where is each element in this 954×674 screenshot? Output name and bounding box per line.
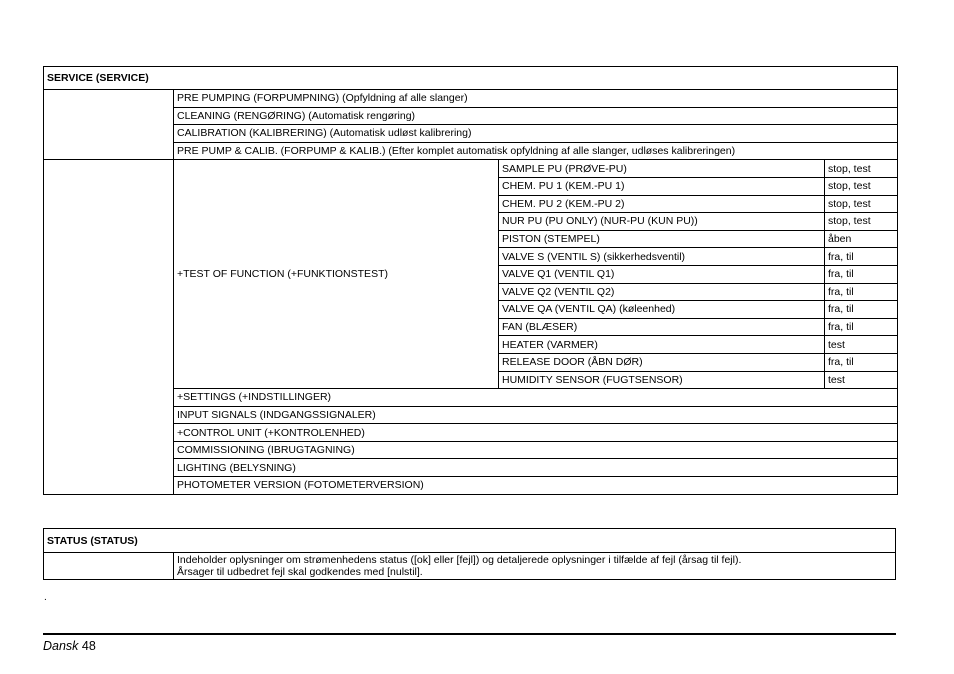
test-name: VALVE S (VENTIL S) (sikkerhedsventil)	[499, 248, 825, 266]
page-number: 48	[81, 639, 96, 653]
test-action: fra, til	[825, 353, 898, 371]
test-action: fra, til	[825, 283, 898, 301]
test-name: HUMIDITY SENSOR (FUGTSENSOR)	[499, 371, 825, 389]
test-of-function-label: +TEST OF FUNCTION (+FUNKTIONSTEST)	[174, 160, 499, 389]
test-name: SAMPLE PU (PRØVE-PU)	[499, 160, 825, 178]
page-footer	[43, 639, 96, 653]
service-item: +SETTINGS (+INDSTILLINGER)	[174, 389, 898, 407]
status-line-1: Indeholder oplysninger om strømenhedens status ([ok] eller [fejl]) og detaljerede oplysninger i tilfælde af fejl (årsag til fejl).	[177, 554, 742, 566]
test-name: FAN (BLÆSER)	[499, 318, 825, 336]
status-description	[174, 553, 896, 580]
test-action: test	[825, 371, 898, 389]
test-name: CHEM. PU 2 (KEM.-PU 2)	[499, 195, 825, 213]
service-item: PRE PUMP & CALIB. (FORPUMP & KALIB.) (Efter komplet automatisk opfyldning af alle slanger, udløses kalibreringen)	[174, 142, 898, 160]
empty-cell	[44, 160, 174, 494]
test-name: CHEM. PU 1 (KEM.-PU 1)	[499, 177, 825, 195]
table-row	[44, 90, 898, 108]
test-action: stop, test	[825, 160, 898, 178]
status-title: STATUS (STATUS)	[44, 529, 896, 553]
service-item: PHOTOMETER VERSION (FOTOMETERVERSION)	[174, 477, 898, 495]
table-row	[44, 553, 896, 580]
test-action: fra, til	[825, 265, 898, 283]
service-header-row	[44, 67, 898, 90]
test-action: stop, test	[825, 195, 898, 213]
test-action: test	[825, 336, 898, 354]
service-item: COMMISSIONING (IBRUGTAGNING)	[174, 441, 898, 459]
test-action: åben	[825, 230, 898, 248]
test-name: VALVE Q2 (VENTIL Q2)	[499, 283, 825, 301]
test-action: stop, test	[825, 177, 898, 195]
test-action: fra, til	[825, 301, 898, 319]
empty-cell	[44, 90, 174, 160]
service-item: PRE PUMPING (FORPUMPNING) (Opfyldning af alle slanger)	[174, 90, 898, 108]
service-item: CLEANING (RENGØRING) (Automatisk rengøring)	[174, 107, 898, 125]
service-item: +CONTROL UNIT (+KONTROLENHED)	[174, 424, 898, 442]
test-action: fra, til	[825, 318, 898, 336]
test-name: NUR PU (PU ONLY) (NUR-PU (KUN PU))	[499, 213, 825, 231]
service-item: INPUT SIGNALS (INDGANGSSIGNALER)	[174, 406, 898, 424]
footer-divider	[43, 633, 896, 635]
service-item: CALIBRATION (KALIBRERING) (Automatisk udløst kalibrering)	[174, 125, 898, 143]
status-header-row	[44, 529, 896, 553]
test-name: HEATER (VARMER)	[499, 336, 825, 354]
test-action: stop, test	[825, 213, 898, 231]
test-name: VALVE QA (VENTIL QA) (køleenhed)	[499, 301, 825, 319]
table-row	[44, 160, 898, 178]
test-action: fra, til	[825, 248, 898, 266]
empty-cell	[44, 553, 174, 580]
test-name: PISTON (STEMPEL)	[499, 230, 825, 248]
status-table	[43, 528, 896, 580]
service-item: LIGHTING (BELYSNING)	[174, 459, 898, 477]
service-title: SERVICE (SERVICE)	[44, 67, 898, 90]
footer-language: Dansk	[43, 639, 79, 653]
test-name: RELEASE DOOR (ÅBN DØR)	[499, 353, 825, 371]
service-table	[43, 66, 898, 495]
test-name: VALVE Q1 (VENTIL Q1)	[499, 265, 825, 283]
status-line-2: Årsager til udbedret fejl skal godkendes med [nulstil].	[177, 566, 423, 578]
footnote: .	[44, 592, 47, 603]
